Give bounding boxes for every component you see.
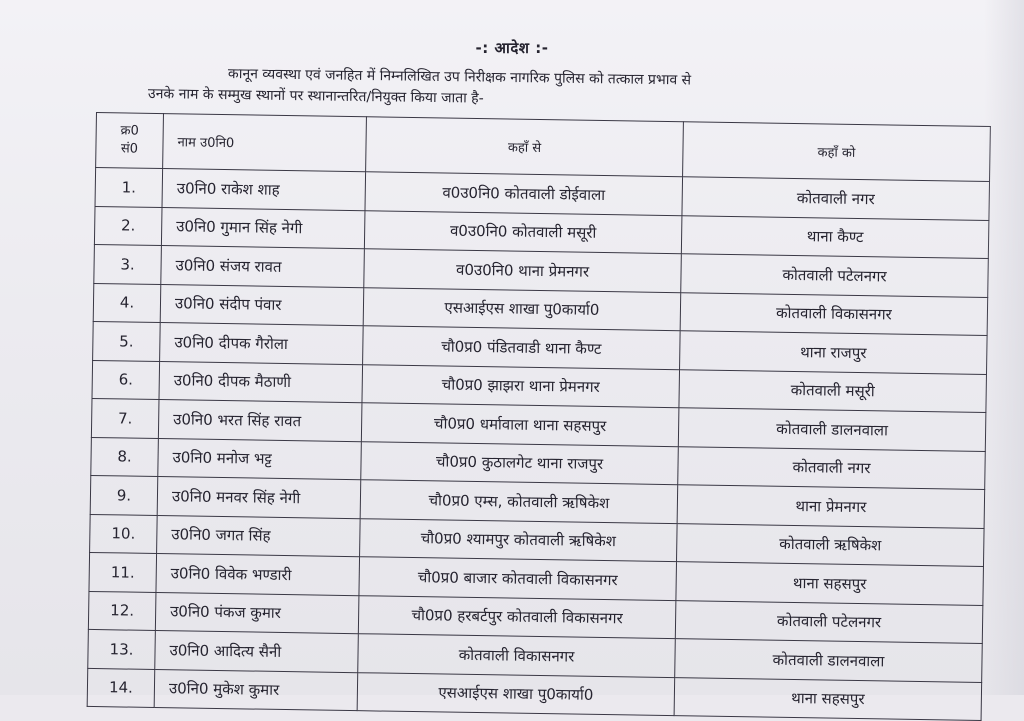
cell-name: उ0नि0 पंकज कुमार [155,592,359,634]
header-sno [96,113,164,169]
cell-to: कोतवाली मसूरी [679,369,987,412]
cell-name: उ0नि0 जगत सिंह [157,515,361,557]
cell-name: उ0नि0 मुकेश कुमार [154,669,358,711]
cell-sno: 4. [93,283,161,323]
cell-name: उ0नि0 दीपक गैरोला [160,323,364,365]
cell-sno: 13. [88,629,156,669]
cell-to: कोतवाली नगर [678,446,986,489]
cell-to: कोतवाली डालनवाला [678,408,986,451]
cell-to: थाना सहसपुर [676,562,984,605]
cell-sno: 10. [90,514,158,554]
cell-from: चौ0प्र0 हरबर्टपुर कोतवाली विकासनगर [358,595,676,638]
cell-to: थाना प्रेमनगर [677,485,985,528]
header-name [163,114,367,172]
cell-from: चौ0प्र0 श्यामपुर कोतवाली ऋषिकेश [360,518,678,561]
cell-from: व0उ0नि0 कोतवाली डोईवाला [365,172,683,215]
cell-from: व0उ0नि0 कोतवाली मसूरी [364,210,682,253]
cell-name: उ0नि0 मनवर सिंह नेगी [157,477,361,519]
header-from-label: कहाँ से [507,140,542,156]
cell-name: उ0नि0 राकेश शाह [162,169,366,211]
cell-from: एसआईएस शाखा पु0कार्या0 [357,672,675,715]
transfer-table-wrapper [87,112,976,721]
header-sno-label: क्र0 सं0 [120,123,139,157]
cell-sno: 9. [90,475,158,515]
cell-to: कोतवाली विकासनगर [680,292,988,335]
cell-sno: 11. [89,552,157,592]
cell-to: थाना सहसपुर [674,677,982,720]
cell-name: उ0नि0 दीपक मैठाणी [159,361,363,403]
cell-to: कोतवाली डालनवाला [675,639,983,682]
header-name-label: नाम उ0नि0 [177,135,235,152]
transfer-table [87,112,991,721]
header-to [683,122,991,182]
cell-sno: 5. [93,321,161,361]
page-shadow [984,0,1024,695]
cell-to: थाना राजपुर [680,331,988,374]
cell-to: कोतवाली नगर [682,177,990,220]
cell-from: चौ0प्र0 बाजार कोतवाली विकासनगर [359,557,677,600]
cell-sno: 6. [92,360,160,400]
header-to-label: कहाँ को [817,145,856,161]
intro-line-2: उनके नाम के सम्मुख स्थानों पर स्थानान्तरित/नियुक्त किया जाता है- [147,86,484,107]
cell-sno: 1. [95,168,163,208]
cell-from: चौ0प्र0 एम्स, कोतवाली ऋषिकेश [360,480,678,523]
cell-sno: 8. [91,437,159,477]
cell-sno: 2. [94,206,162,246]
cell-name: उ0नि0 संदीप पंवार [160,284,364,326]
cell-name: उ0नि0 भरत सिंह रावत [158,400,362,442]
cell-from: कोतवाली विकासनगर [358,634,676,677]
cell-name: उ0नि0 विवेक भण्डारी [156,554,360,596]
intro-line-1: कानून व्यवस्था एवं जनहित में निम्नलिखित उप निरीक्षक नागरिक पुलिस को तत्काल प्रभाव से [227,66,692,89]
cell-from: चौ0प्र0 धर्मावाला थाना सहसपुर [361,403,679,446]
cell-sno: 3. [94,244,162,284]
cell-name: उ0नि0 संजय रावत [161,246,365,288]
cell-name: उ0नि0 गुमान सिंह नेगी [161,207,365,249]
table-body [87,168,989,721]
cell-to: कोतवाली पटेलनगर [675,600,983,643]
cell-from: चौ0प्र0 पंडितवाडी थाना कैण्ट [363,326,681,369]
cell-sno: 12. [88,591,156,631]
cell-from: चौ0प्र0 झाझरा थाना प्रेमनगर [362,364,680,407]
cell-to: थाना कैण्ट [681,215,989,258]
cell-name: उ0नि0 मनोज भट्ट [158,438,362,480]
cell-to: कोतवाली ऋषिकेश [677,523,985,566]
header-from [366,117,684,177]
cell-from: चौ0प्र0 कुठालगेट थाना राजपुर [361,441,679,484]
cell-to: कोतवाली पटेलनगर [681,254,989,297]
order-heading: -: आदेश :- [475,39,549,57]
cell-name: उ0नि0 आदित्य सैनी [155,630,359,672]
cell-from: एसआईएस शाखा पु0कार्या0 [363,287,681,330]
cell-sno: 14. [87,668,155,708]
cell-from: व0उ0नि0 थाना प्रेमनगर [364,249,682,292]
cell-sno: 7. [91,398,159,438]
